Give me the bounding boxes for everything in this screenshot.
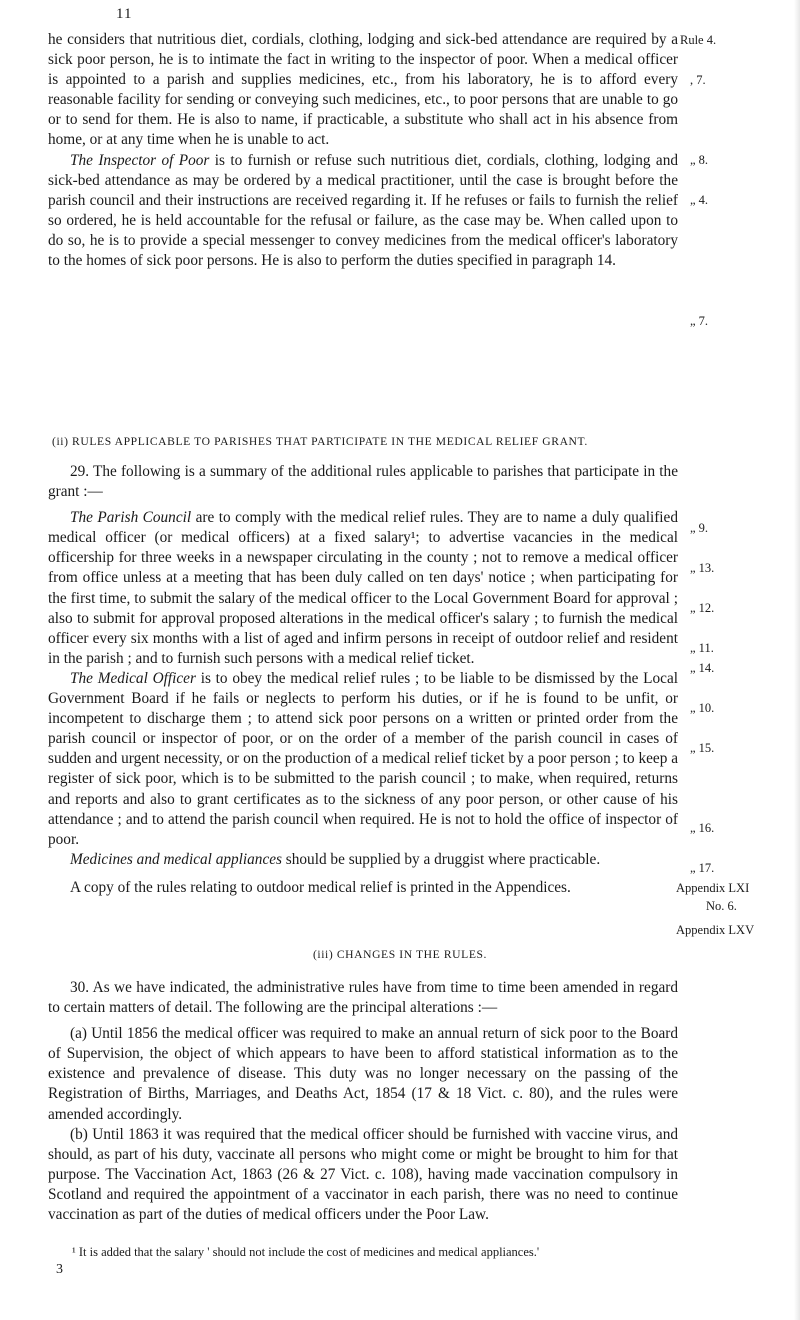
margin-note: „ 7. (690, 314, 709, 328)
paragraph-medicines: Medicines and medical appliances should be supplied by a druggist where practicable. (70, 850, 601, 868)
margin-note: „ 4. (690, 193, 709, 207)
margin-note: „ 10. (690, 701, 715, 715)
margin-note: Rule 4. (680, 33, 717, 47)
margin-note: „ 8. (690, 153, 709, 167)
medical-officer-heading: The Medical Officer (70, 669, 196, 687)
page-number: 11 (116, 6, 133, 22)
section-ii-body (48, 462, 678, 898)
paragraph-copy-of-rules: A copy of the rules relating to outdoor medical relief is printed in the Appendices. (70, 878, 571, 896)
paragraph-parish-council: The Parish Council are to comply with the medical relief rules. They are to name a duly qualified medical officer (or medical officers) at a fixed salary¹; to advertise vacancies in the medical officership for three weeks in a newspaper circulating in the county ; not to remove a medical officer from office unless at a meeting that has been duly called on ten days' notice ; when participating for the first time, to submit the salary of the medical officer to the Local Government Board for approval ; also to submit for approval proposed alterations in the medical officer's salary ; to furnish the medical officer every six months with a list of aged and infirm persons in receipt of outdoor relief and resident in the parish ; and to furnish such persons with a medical relief ticket. (48, 509, 678, 667)
section-i-continued (48, 30, 678, 271)
section-iii-body (48, 978, 678, 1225)
margin-note: „ 12. (690, 601, 715, 615)
section-ii-heading: (ii) RULES APPLICABLE TO PARISHES THAT PARTICIPATE IN THE MEDICAL RELIEF GRANT. (52, 435, 588, 448)
margin-note: „ 11. (690, 641, 714, 655)
paragraph-medical-officer: The Medical Officer is to obey the medical relief rules ; to be liable to be dismissed by the Local Government Board if he fails or neglects to perform his duties, or if he is found to be unfit, or incompetent to discharge them ; to attend sick poor persons on a written or printed order from the parish council or inspector of poor, or on the order of a member of the parish council in cases of sudden and urgent necessity, or on the production of a medical relief ticket by a poor person ; to keep a register of sick poor, which is to be submitted to the parish council ; to make, when required, returns and reports and also to grant certificates as to the sickness of any poor person, or other cause of his attendance ; and to attend the parish council when required. He is not to hold the office of inspector of poor. (48, 669, 678, 848)
paragraph-change-a: (a) Until 1856 the medical officer was required to make an annual return of sick poor to the Board of Supervision, the object of which appears to have been to afford statistical information as to the existence and prevalence of disease. This duty was no longer necessary on the passing of the Registration of Births, Marriages, and Deaths Act, 1854 (17 & 18 Vict. c. 80), and the rules were amended accordingly. (48, 1025, 678, 1123)
margin-note: „ 14. (690, 661, 715, 675)
margin-note: No. 6. (706, 899, 737, 913)
page-edge (794, 0, 800, 1320)
inspector-of-poor-heading: The Inspector of Poor (70, 151, 210, 169)
parish-council-heading: The Parish Council (70, 509, 192, 527)
margin-note: „ 9. (690, 521, 709, 535)
footnote: ¹ It is added that the salary ' should not include the cost of medicines and medical appliances.' (72, 1245, 540, 1259)
signature-mark: 3 (56, 1262, 63, 1277)
section-iii-heading: (iii) CHANGES IN THE RULES. (312, 948, 488, 961)
margin-note: Appendix LXV (676, 923, 755, 937)
paragraph-30: 30. As we have indicated, the administrative rules have from time to time been amended in regard to certain matters of detail. The following are the principal alterations :— (48, 979, 678, 1017)
margin-note: Appendix LXI (676, 881, 750, 895)
paragraph-29-intro: 29. The following is a summary of the additional rules applicable to parishes that participate in the grant :— (48, 463, 678, 501)
margin-note: , 7. (690, 73, 706, 87)
medicines-heading: Medicines and medical appliances (70, 850, 282, 868)
paragraph-medical-officer-duties: he considers that nutritious diet, cordials, clothing, lodging and sick-bed attendance are required by a sick poor person, he is to intimate the fact in writing to the inspector of poor. When a medical officer is appointed to a parish and supplies medicines, etc., from his laboratory, he is to afford every reasonable facility for sending or conveying such medicines, etc., to poor persons that are unable to go or to send for them. He is also to name, if practicable, a substitute who shall act in his absence from home, or at any time when he is unable to act. (48, 31, 678, 149)
paragraph-inspector-duties: The Inspector of Poor is to furnish or refuse such nutritious diet, cordials, clothing, lodging and sick-bed attendance as may be ordered by a medical practitioner, until the case is brought before the parish council and their instructions are received regarding it. If he refuses or fails to furnish the relief so ordered, he is held accountable for the refusal or failure, as the case may be. When called upon to do so, he is to provide a special messenger to convey medicines from the medical officer's laboratory to the homes of sick poor persons. He is also to perform the duties specified in paragraph 14. (48, 151, 679, 270)
margin-note: „ 17. (690, 861, 715, 875)
margin-note: „ 15. (690, 741, 715, 755)
margin-note: „ 13. (690, 561, 715, 575)
paragraph-change-b: (b) Until 1863 it was required that the medical officer should be furnished with vaccine virus, and should, as part of his duty, vaccinate all persons who might come or might be brought to him for that purpose. The Vaccination Act, 1863 (26 & 27 Vict. c. 108), having made vaccination compulsory in Scotland and required the appointment of a vaccinator in each parish, there was no need to continue vaccination as part of the duties of medical officers under the Poor Law. (48, 1125, 678, 1224)
margin-note: „ 16. (690, 821, 715, 835)
